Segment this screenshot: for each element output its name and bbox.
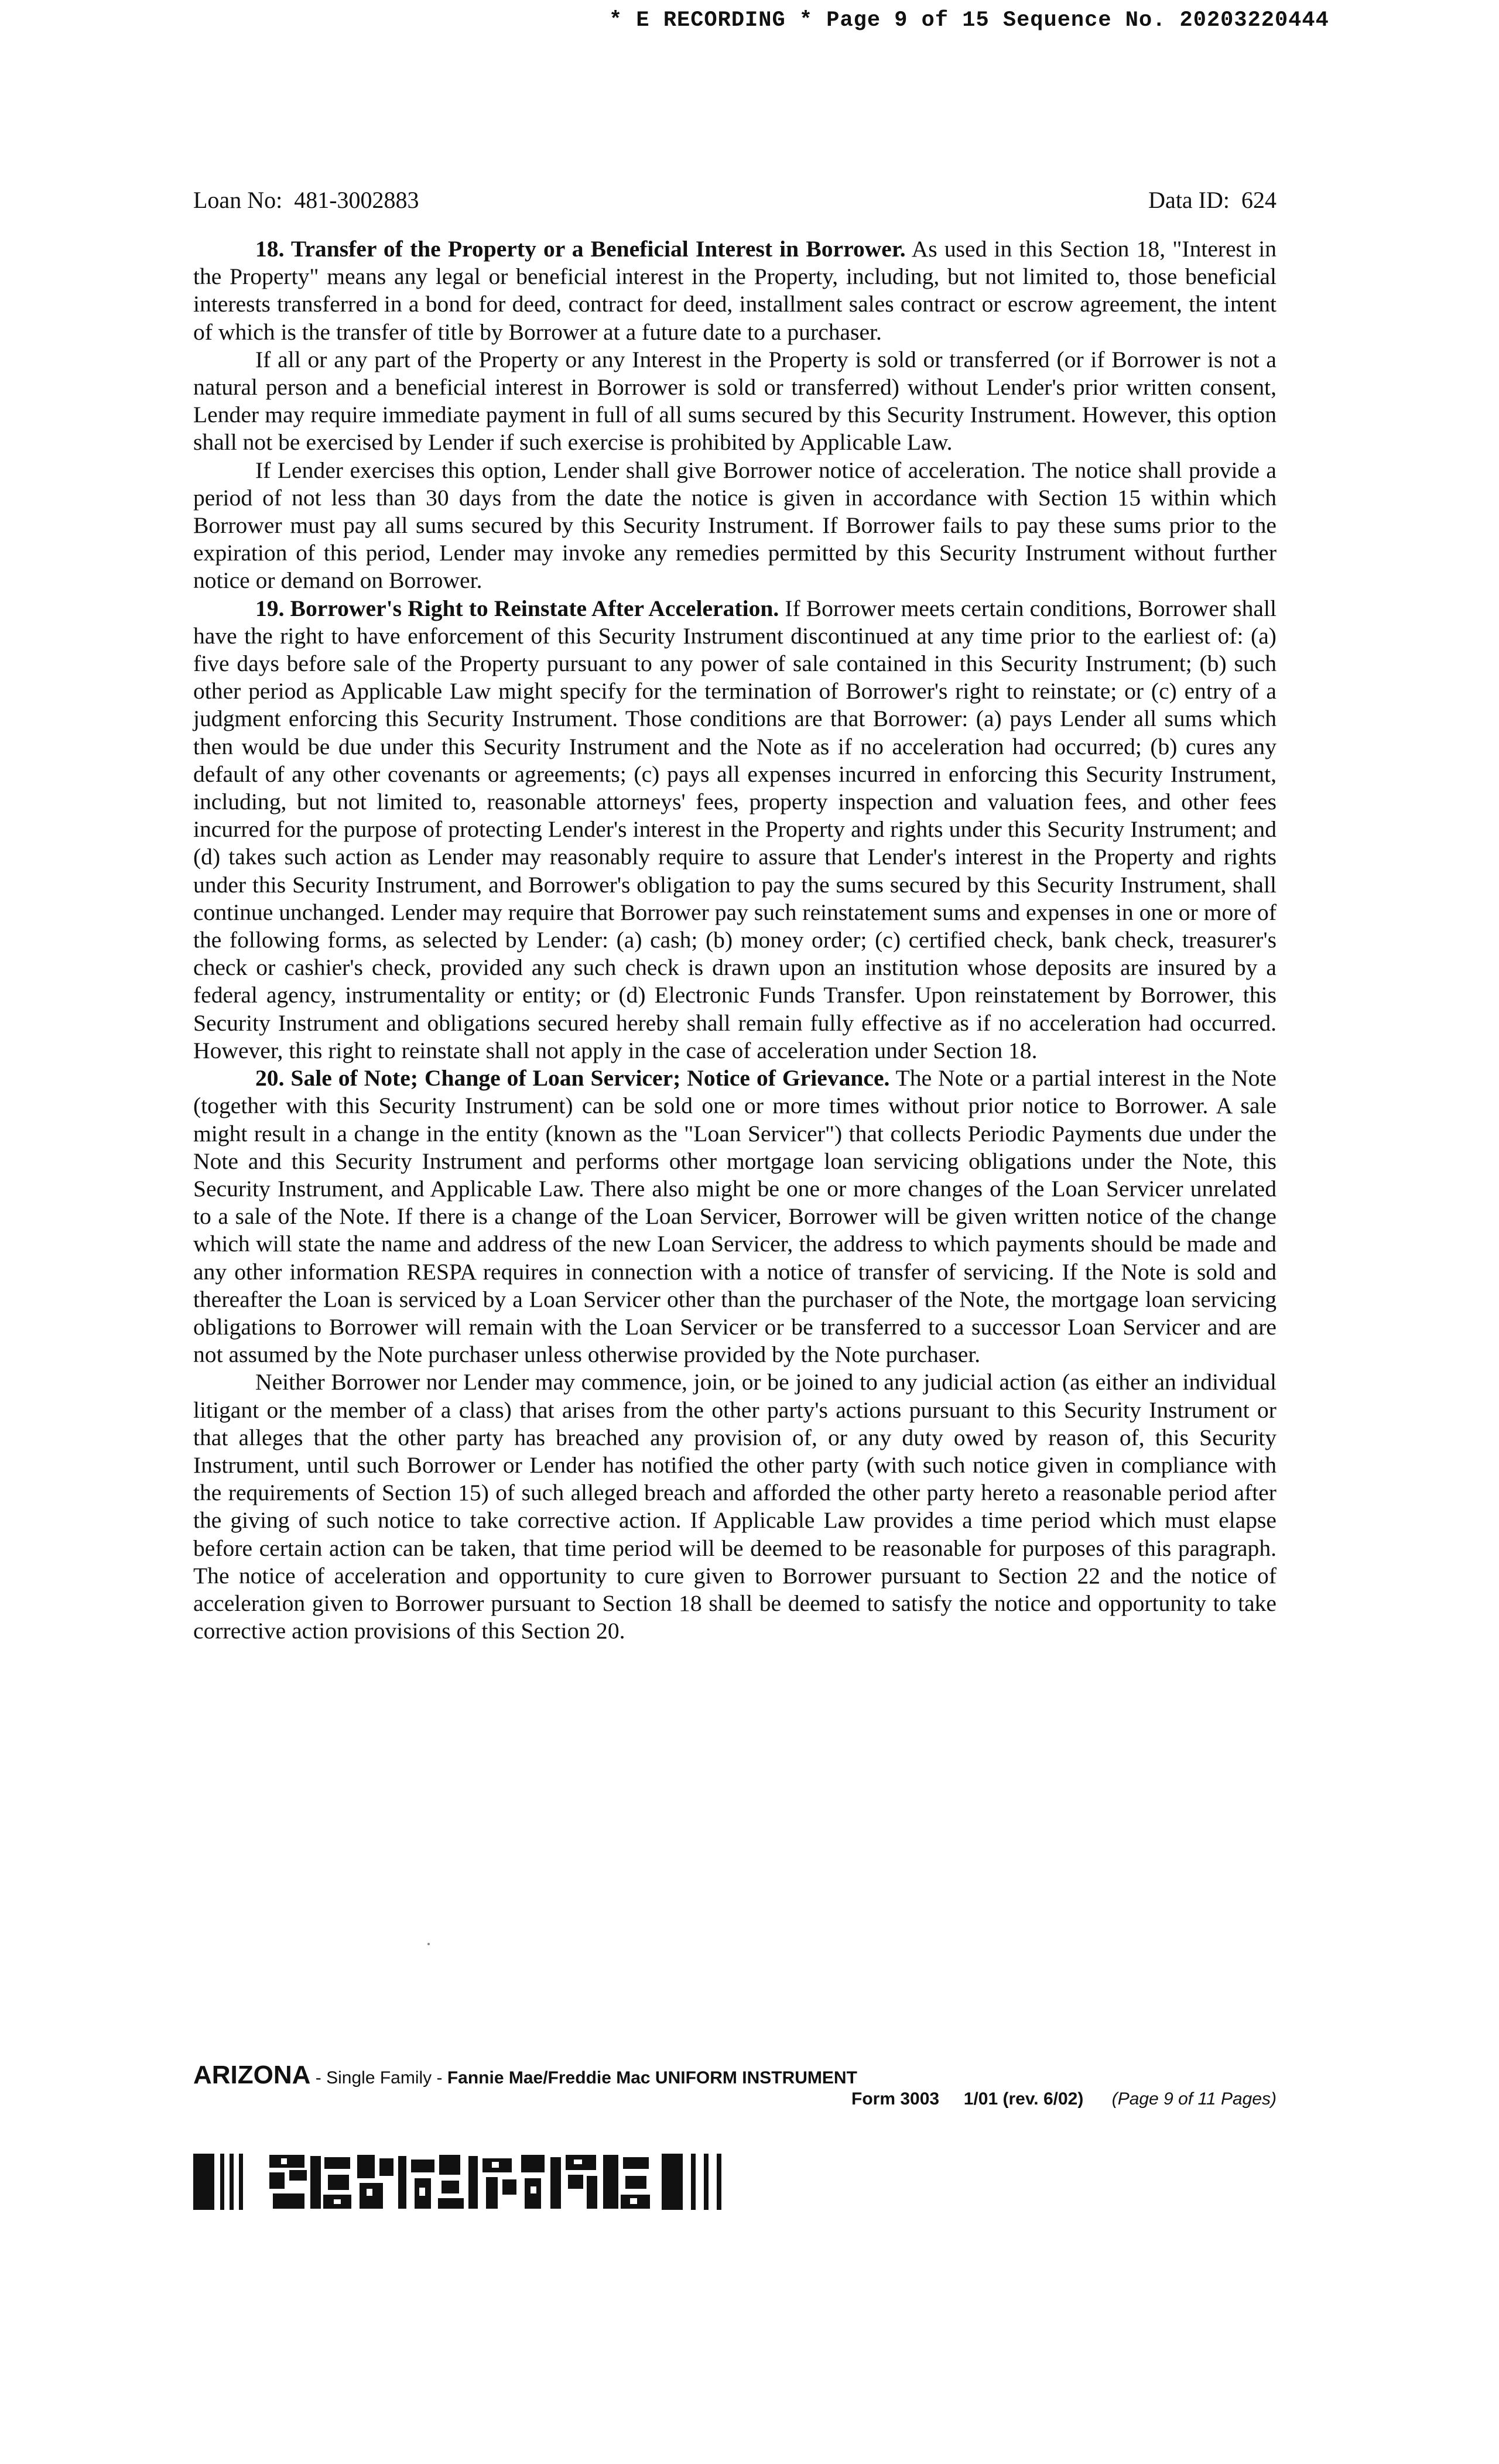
loan-info-line — [193, 186, 1276, 214]
section-18-text-1: As used in this Section 18, "Interest in the Property" means any legal or beneficial interest in the Property, including, but not limited to, those beneficial interests transferred in a bond for deed, contract for deed, installment sales contract or escrow agreement, the intent of which is the transfer of title by Borrower at a future date to a purchaser. — [193, 236, 1276, 345]
footer-state: ARIZONA — [193, 2061, 311, 2089]
scan-speck — [427, 1943, 430, 1945]
data-id — [1148, 186, 1276, 214]
barcode-image — [193, 2152, 779, 2211]
footer-form-number: Form 3003 — [851, 2089, 940, 2109]
footer-revision: 1/01 (rev. 6/02) — [963, 2089, 1084, 2109]
section-20-paragraph-1 — [193, 1065, 1276, 1368]
section-19-heading: 19. Borrower's Right to Reinstate After Acceleration. — [255, 595, 779, 621]
section-18-heading: 18. Transfer of the Property or a Beneficial Interest in Borrower. — [255, 236, 906, 262]
data-id-label: Data ID: — [1148, 187, 1230, 213]
section-18-paragraph-3: If Lender exercises this option, Lender shall give Borrower notice of acceleration. The notice shall provide a period of not less than 30 days from the date the notice is given in accordance with Section 15 within which Borrower must pay all sums secured by this Security Instrument. If Borrower fails to pay these sums prior to the expiration of this period, Lender may invoke any remedies permitted by this Security Instrument without further notice or demand on Borrower. — [193, 457, 1276, 594]
footer-separator: - — [310, 2068, 327, 2087]
section-19-text-1: If Borrower meets certain conditions, Borrower shall have the right to have enforcement of this Security Instrument discontinued at any time prior to the earliest of: (a) five days before sale of the Property pursuant to any power of sale contained in this Security Instrument; (b) such other period as Applicable Law might specify for the termination of Borrower's right to reinstate; or (c) entry of a judgment enforcing this Security Instrument. Those conditions are that Borrower: (a) pays Lender all sums which then would be due under this Security Instrument and the Note as if no acceleration had occurred; (b) cures any default of any other covenants or agreements; (c) pays all expenses incurred in enforcing this Security Instrument, including, but not limited to, reasonable attorneys' fees, property inspection and valuation fees, and other fees incurred for the purpose of protecting Lender's interest in the Property and rights under this Security Instrument; and (d) takes such action as Lender may reasonably require to assure that Lender's interest in the Property and rights under this Security Instrument, and Borrower's obligation to pay the sums secured by this Security Instrument, shall continue unchanged. Lender may require that Borrower pay such reinstatement sums and expenses in one or more of the following forms, as selected by Lender: (a) cash; (b) money order; (c) certified check, bank check, treasurer's check or cashier's check, provided any such check is drawn upon an institution whose deposits are insured by a federal agency, instrumentality or entity; or (d) Electronic Funds Transfer. Upon reinstatement by Borrower, this Security Instrument and obligations secured hereby shall remain fully effective as if no acceleration had occurred. However, this right to reinstate shall not apply in the case of acceleration under Section 18. — [193, 595, 1276, 1063]
footer-separator: - — [432, 2068, 447, 2087]
recording-header: * E RECORDING * Page 9 of 15 Sequence No. 20203220444 — [609, 8, 1329, 33]
section-20-paragraph-2: Neither Borrower nor Lender may commence, join, or be joined to any judicial action (as either an individual litigant or the member of a class) that arises from the other party's actions pursuant to this Security Instrument or that alleges that the other party has breached any provision of, or any duty owed by reason of, this Security Instrument, until such Borrower or Lender has notified the other party (with such notice given in compliance with the requirements of Section 15) of such alleged breach and afforded the other party hereto a reasonable period after the giving of such notice to take corrective action. If Applicable Law provides a time period which must elapse before certain action can be taken, that time period will be deemed to be reasonable for purposes of this paragraph. The notice of acceleration and opportunity to cure given to Borrower pursuant to Section 22 and the notice of acceleration given to Borrower pursuant to Section 18 shall be deemed to satisfy the notice and opportunity to take corrective action provisions of this Section 20. — [193, 1369, 1276, 1644]
footer-form-line — [586, 2089, 1276, 2109]
section-19-paragraph-1 — [193, 595, 1276, 1065]
loan-no-value: 481-3002883 — [294, 187, 419, 213]
section-18-paragraph-2: If all or any part of the Property or any Interest in the Property is sold or transferred (or if Borrower is not a natural person and a beneficial interest in Borrower is sold or transferred) without Lender's prior written consent, Lender may require immediate payment in full of all sums secured by this Security Instrument. However, this option shall not be exercised by Lender if such exercise is prohibited by Applicable Law. — [193, 346, 1276, 456]
section-20-text-1: The Note or a partial interest in the Note (together with this Security Instrument) can be sold one or more times without prior notice to Borrower. A sale might result in a change in the entity (known as the "Loan Servicer") that collects Periodic Payments due under the Note and this Security Instrument and performs other mortgage loan servicing obligations under the Note, this Security Instrument, and Applicable Law. There also might be one or more changes of the Loan Servicer unrelated to a sale of the Note. If there is a change of the Loan Servicer, Borrower will be given written notice of the change which will state the name and address of the new Loan Servicer, the address to which payments should be made and any other information RESPA requires in connection with a notice of transfer of servicing. If the Note is sold and thereafter the Loan is serviced by a Loan Servicer other than the purchaser of the Note, the mortgage loan servicing obligations to Borrower will remain with the Loan Servicer or be transferred to a successor Loan Servicer and are not assumed by the Note purchaser unless otherwise provided by the Note purchaser. — [193, 1065, 1276, 1368]
loan-number — [193, 186, 419, 214]
data-id-value: 624 — [1241, 187, 1276, 213]
document-body — [193, 235, 1276, 1645]
section-20-heading: 20. Sale of Note; Change of Loan Servicer; Notice of Grievance. — [255, 1065, 890, 1091]
footer-instrument: Fannie Mae/Freddie Mac UNIFORM INSTRUMENT — [447, 2068, 857, 2087]
footer-page-count: (Page 9 of 11 Pages) — [1111, 2089, 1276, 2109]
footer-instrument-line — [193, 2061, 1276, 2090]
section-18-paragraph-1 — [193, 235, 1276, 346]
footer-family: Single Family — [326, 2068, 432, 2087]
loan-no-label: Loan No: — [193, 187, 283, 213]
